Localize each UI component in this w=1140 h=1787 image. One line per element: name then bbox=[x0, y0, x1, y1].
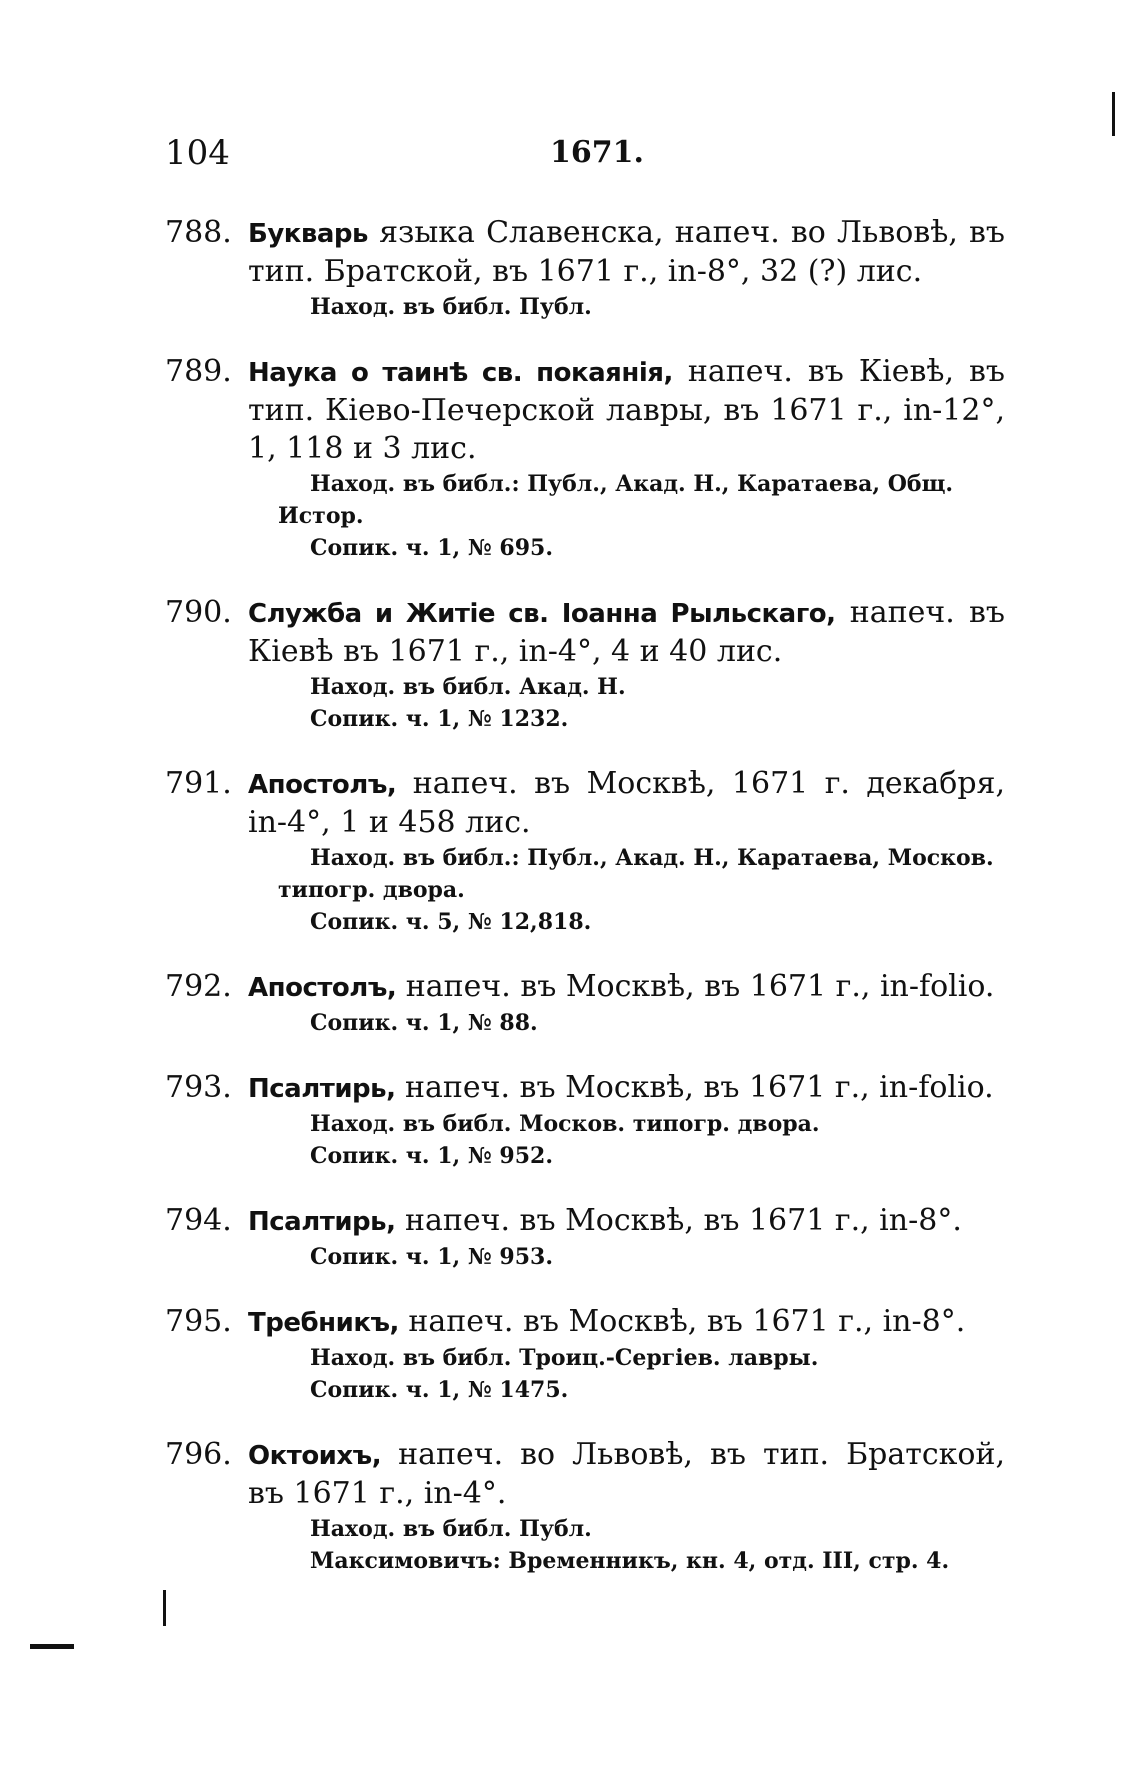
entry-title: Псалтирь, bbox=[248, 1207, 396, 1237]
entry-main-line bbox=[165, 1202, 1005, 1241]
entry-main-line bbox=[165, 765, 1005, 842]
entry-note: Сопик. ч. 1, № 953. bbox=[310, 1244, 554, 1270]
entry-794 bbox=[165, 1202, 1005, 1273]
entry-note: Наход. въ библ. Публ. bbox=[310, 294, 592, 320]
entry-796 bbox=[165, 1436, 1005, 1577]
entry-790 bbox=[165, 594, 1005, 735]
entry-number: 792. bbox=[165, 969, 232, 1004]
entry-title: Требникъ, bbox=[248, 1308, 399, 1338]
scan-edge-mark bbox=[30, 1644, 74, 1649]
entry-main-line bbox=[165, 1069, 1005, 1108]
entry-description: напеч. въ Москвѣ, въ 1671 г., in-8°. bbox=[398, 1304, 966, 1339]
running-title-year: 1671. bbox=[550, 135, 644, 170]
entry-description: напеч. въ Москвѣ, въ 1671 г., in-8°. bbox=[395, 1203, 962, 1238]
entry-791 bbox=[165, 765, 1005, 938]
entry-number: 788. bbox=[165, 215, 232, 250]
entry-793 bbox=[165, 1069, 1005, 1172]
entry-note: Наход. въ библ.: Публ., Акад. Н., Каратаева, Общ. Истор. bbox=[278, 471, 954, 529]
entry-main-line bbox=[165, 594, 1005, 671]
entry-note: Сопик. ч. 1, № 1232. bbox=[310, 706, 569, 732]
entry-note: Сопик. ч. 1, № 1475. bbox=[310, 1377, 569, 1403]
entry-788 bbox=[165, 214, 1005, 323]
entry-description: напеч. въ Кіевѣ, въ тип. Кіево-Печерской лавры, въ 1671 г., in-12°, 1, 118 и 3 лис. bbox=[248, 354, 1005, 466]
entry-title: Букварь bbox=[248, 219, 368, 249]
entry-795 bbox=[165, 1303, 1005, 1406]
entry-title: Апостолъ, bbox=[248, 973, 397, 1003]
entry-number: 790. bbox=[165, 595, 232, 630]
entry-description: напеч. въ Москвѣ, 1671 г. декабря, in-4°, 1 и 458 лис. bbox=[248, 766, 1005, 840]
entry-number: 794. bbox=[165, 1203, 232, 1238]
entry-main-line bbox=[165, 968, 1005, 1007]
entry-number: 791. bbox=[165, 766, 232, 801]
entry-title: Октоихъ, bbox=[248, 1441, 382, 1471]
scan-margin-mark bbox=[163, 1590, 166, 1626]
entry-number: 789. bbox=[165, 354, 232, 389]
bibliography-entries bbox=[165, 214, 1005, 1607]
entry-note: Наход. въ библ.: Публ., Акад. Н., Каратаева, Москов. типогр. двора. bbox=[278, 845, 994, 903]
entry-note: Наход. въ библ. Акад. Н. bbox=[310, 674, 626, 700]
entry-note: Наход. въ библ. Москов. типогр. двора. bbox=[310, 1111, 820, 1137]
scan-margin-mark bbox=[1112, 92, 1115, 136]
entry-title: Служба и Житіе св. Іоанна Рыльскаго, bbox=[248, 599, 836, 629]
entry-main-line bbox=[165, 353, 1005, 468]
entry-description: напеч. въ Москвѣ, въ 1671 г., in-folio. bbox=[396, 969, 995, 1004]
entry-description: напеч. въ Москвѣ, въ 1671 г., in-folio. bbox=[395, 1070, 994, 1105]
entry-number: 793. bbox=[165, 1070, 232, 1105]
entry-title: Псалтирь, bbox=[248, 1074, 396, 1104]
entry-main-line bbox=[165, 1303, 1005, 1342]
entry-note: Сопик. ч. 1, № 952. bbox=[310, 1143, 554, 1169]
entry-note: Сопик. ч. 1, № 695. bbox=[310, 535, 554, 561]
entry-note: Сопик. ч. 5, № 12,818. bbox=[310, 909, 592, 935]
entry-note: Наход. въ библ. Публ. bbox=[310, 1516, 592, 1542]
entry-title: Апостолъ, bbox=[248, 770, 397, 800]
entry-main-line bbox=[165, 1436, 1005, 1513]
entry-main-line bbox=[165, 214, 1005, 291]
entry-number: 795. bbox=[165, 1304, 232, 1339]
entry-description: напеч. во Львовѣ, въ тип. Братской, въ 1671 г., in-4°. bbox=[248, 1437, 1005, 1511]
entry-note: Максимовичъ: Временникъ, кн. 4, отд. III, стр. 4. bbox=[310, 1548, 950, 1574]
entry-note: Сопик. ч. 1, № 88. bbox=[310, 1010, 538, 1036]
entry-number: 796. bbox=[165, 1437, 232, 1472]
entry-789 bbox=[165, 353, 1005, 564]
entry-note: Наход. въ библ. Троиц.-Сергіев. лавры. bbox=[310, 1345, 819, 1371]
entry-792 bbox=[165, 968, 1005, 1039]
entry-description: напеч. въ Кіевѣ въ 1671 г., in-4°, 4 и 40 лис. bbox=[248, 595, 1005, 669]
page-number: 104 bbox=[165, 133, 230, 173]
entry-title: Наука о таинѣ св. покаянія, bbox=[248, 358, 673, 388]
page-header bbox=[165, 133, 1005, 177]
entry-description: языка Славенска, напеч. во Львовѣ, въ тип. Братской, въ 1671 г., in-8°, 32 (?) лис. bbox=[248, 215, 1005, 289]
